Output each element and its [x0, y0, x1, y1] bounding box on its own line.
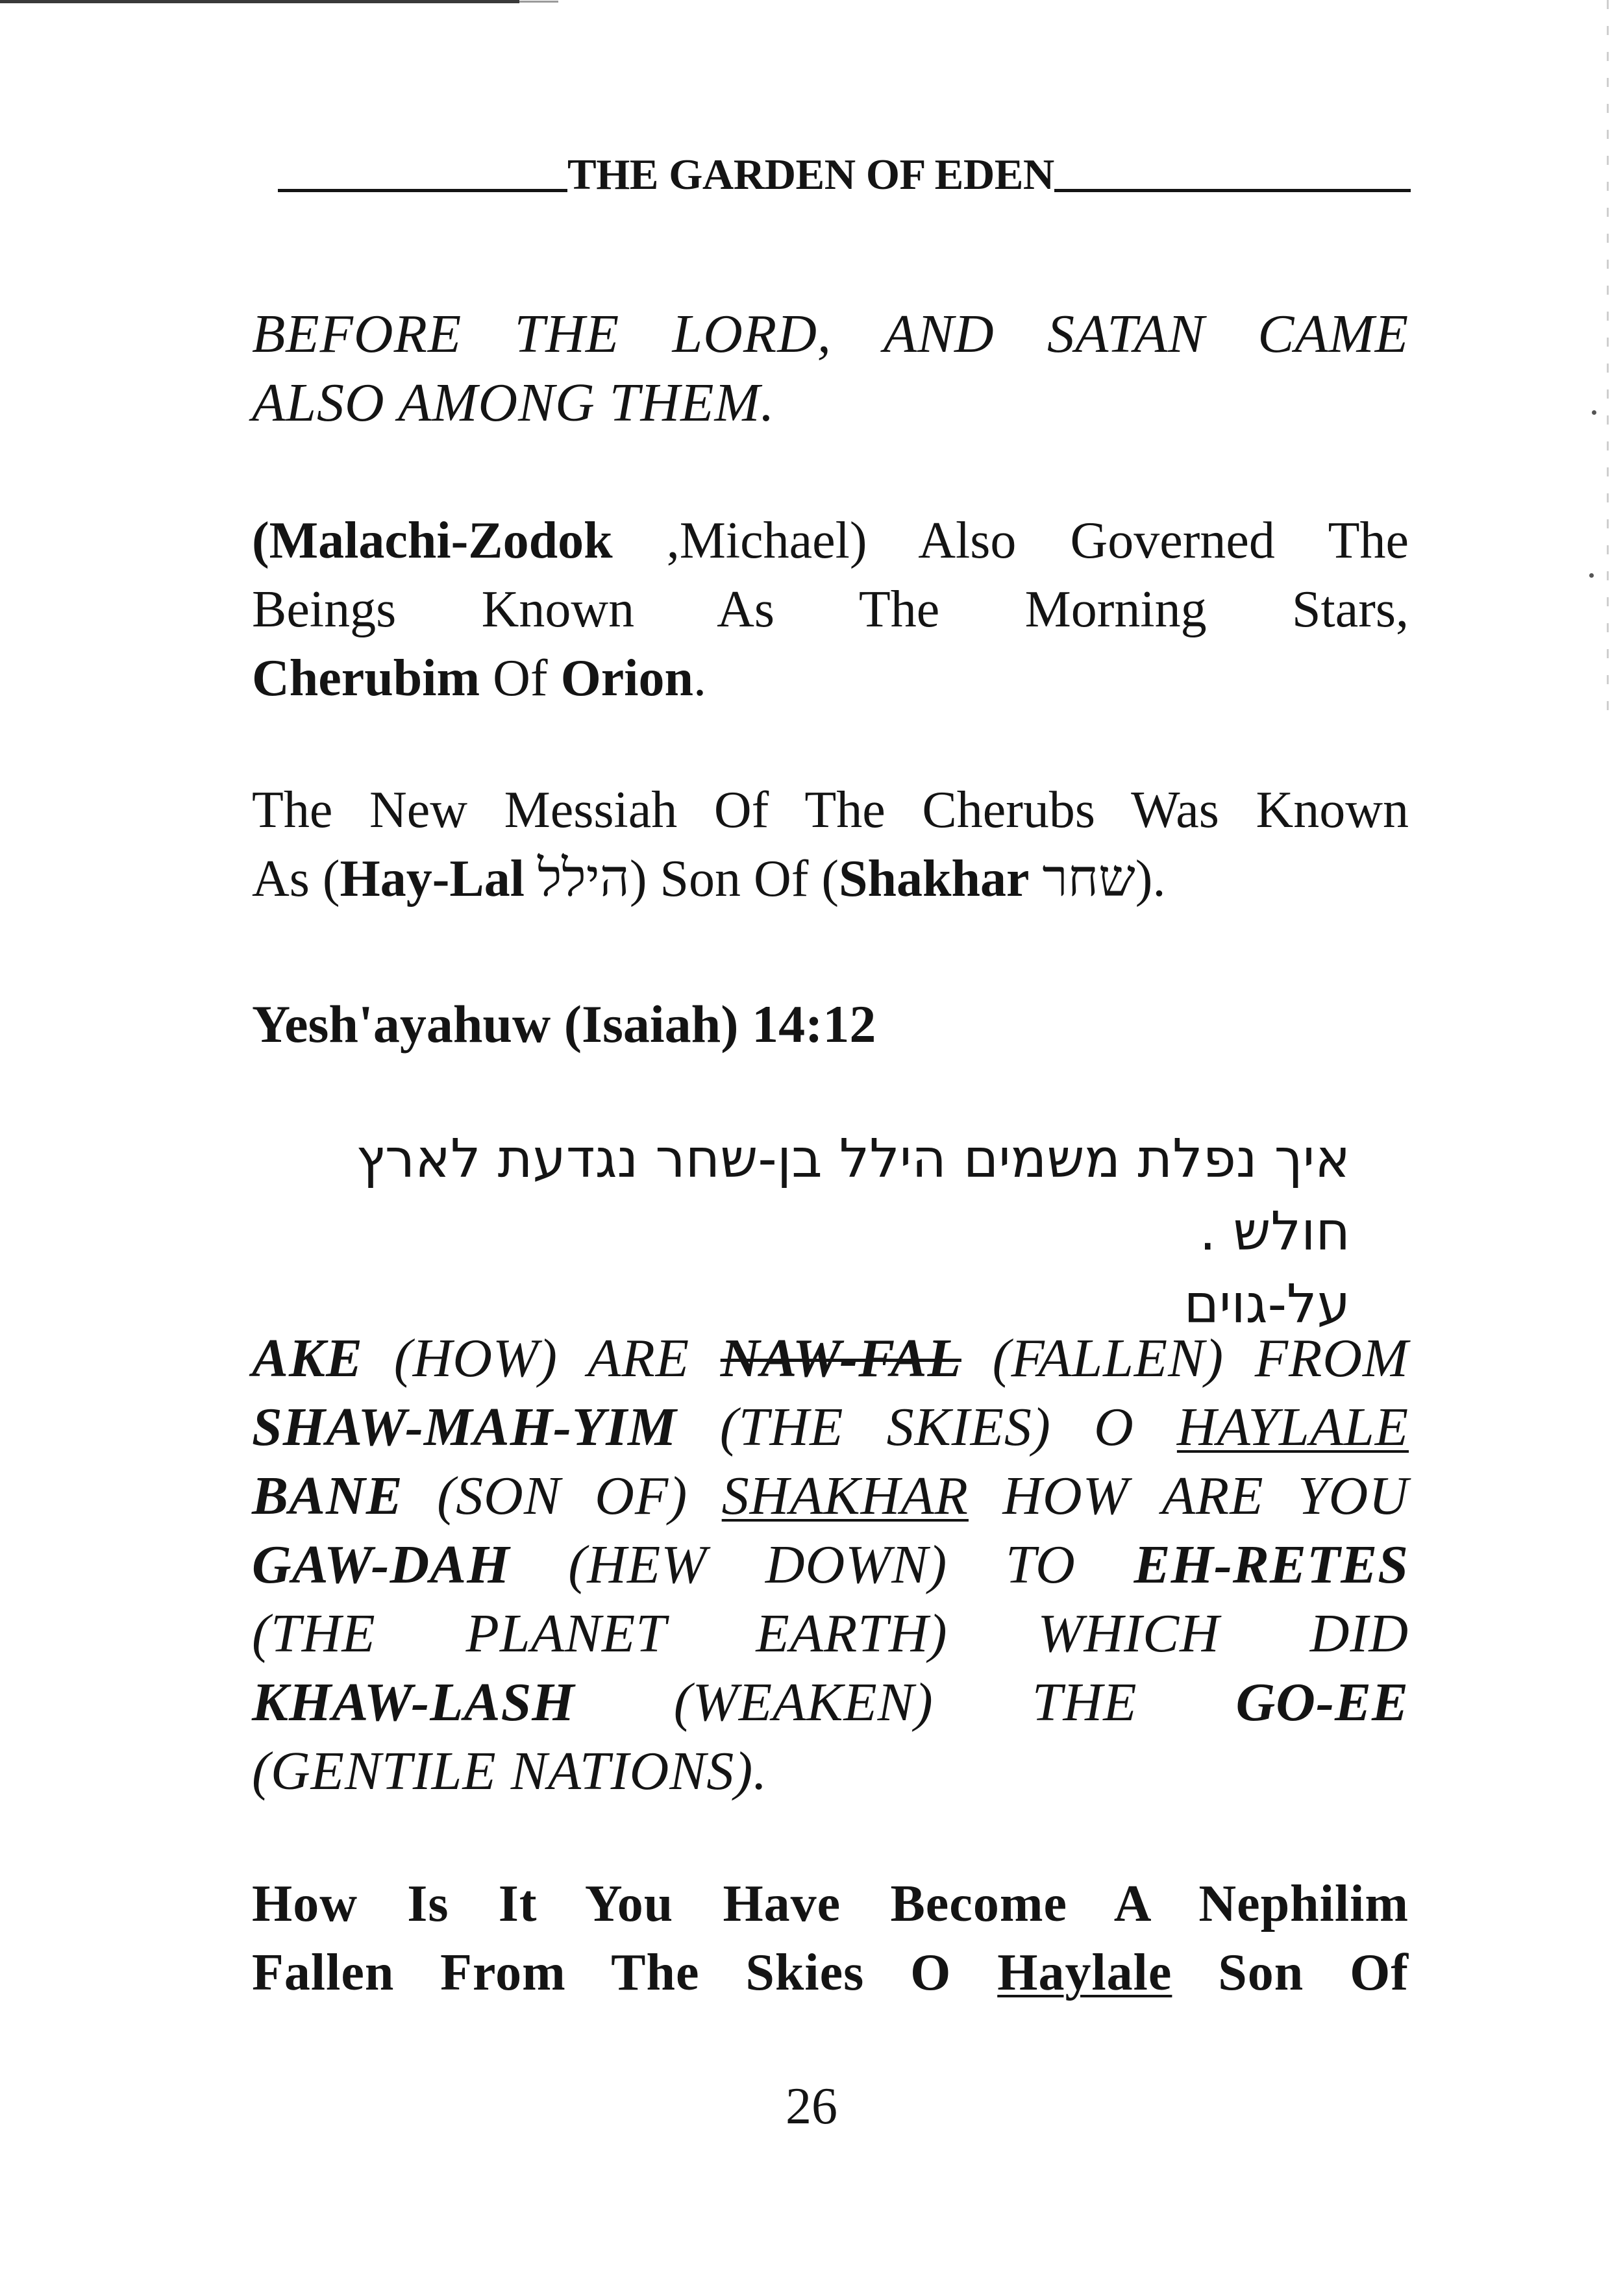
- header-rule-right: [1054, 189, 1411, 192]
- text-line: [252, 1324, 1409, 1393]
- underlined-term: Haylale: [997, 1944, 1172, 2001]
- text-line: [252, 1531, 1409, 1599]
- bold-term: Orion: [560, 650, 694, 707]
- hebrew-line: על-גוים: [1183, 1274, 1350, 1335]
- bold-name: Shakhar: [839, 850, 1030, 907]
- text-run: ).: [1135, 850, 1166, 907]
- paragraph-malachi: [252, 506, 1409, 713]
- bold-term: KHAW-LASH: [252, 1672, 575, 1733]
- text-run: Fallen From The Skies O: [252, 1944, 998, 2001]
- text-run: (HOW) ARE: [363, 1328, 721, 1389]
- text-run: (SON OF): [403, 1466, 722, 1526]
- hebrew-word: שחר: [1042, 850, 1135, 907]
- bold-term: Cherubim: [252, 650, 480, 707]
- text-line: BEFORE THE LORD, AND SATAN CAME: [252, 304, 1409, 364]
- text-line: The New Messiah Of The Cherubs Was Known: [252, 782, 1409, 839]
- bold-term: BANE: [252, 1466, 403, 1526]
- scan-speck: [1592, 410, 1596, 415]
- text-line: (GENTILE NATIONS).: [252, 1741, 768, 1801]
- hebrew-word: הילל: [538, 850, 630, 907]
- text-run: HOW ARE YOU: [968, 1466, 1409, 1526]
- bold-term: GAW-DAH: [252, 1535, 510, 1595]
- scan-artifact-top: [0, 0, 519, 3]
- bold-term: SHAW-MAH-YIM: [252, 1397, 677, 1457]
- paragraph-question: [252, 1870, 1409, 2007]
- bold-name: Hay-Lal: [340, 850, 525, 907]
- text-line: [252, 845, 1409, 913]
- text-line: ALSO AMONG THEM.: [252, 373, 775, 433]
- scan-speck: [1589, 573, 1594, 578]
- page-number: 26: [786, 2078, 837, 2135]
- hebrew-line: איך נפלת משמים הילל בן-שחר נגדעת לארץ חולש .: [356, 1128, 1350, 1263]
- text-line: [252, 644, 1409, 713]
- scan-artifact-right-edge: [1607, 0, 1609, 714]
- scan-artifact-top-fade: [519, 1, 558, 3]
- bold-term: GO-EE: [1235, 1672, 1409, 1733]
- text-line: [252, 1393, 1409, 1462]
- bold-name: (Malachi-Zodok: [252, 512, 613, 569]
- text-line: (THE PLANET EARTH) WHICH DID: [252, 1603, 1409, 1664]
- struck-term: NAW-FAL: [720, 1328, 961, 1389]
- text-line: Beings Known As The Morning Stars,: [252, 581, 1409, 638]
- text-run: ,Michael) Also Governed The: [612, 512, 1409, 569]
- text-line: [252, 1938, 1409, 2007]
- text-run: (FALLEN) FROM: [961, 1328, 1409, 1389]
- running-header: [278, 142, 1411, 200]
- text-run: ) Son Of (: [629, 850, 839, 907]
- underlined-term: SHAKHAR: [721, 1466, 969, 1526]
- text-run: (WEAKEN) THE: [575, 1672, 1236, 1733]
- text-line: [252, 1668, 1409, 1737]
- paragraph-scripture-end: [252, 300, 1409, 438]
- text-run: Of: [480, 650, 561, 707]
- header-rule-left: [278, 189, 567, 192]
- paragraph-transliteration: [252, 1324, 1409, 1806]
- underlined-term: HAYLALE: [1176, 1397, 1409, 1457]
- text-run: Son Of: [1172, 1944, 1409, 2001]
- text-run: .: [693, 650, 707, 707]
- bold-term: AKE: [252, 1328, 364, 1389]
- text-run: (THE SKIES) O: [676, 1397, 1177, 1457]
- bold-term: EH-RETES: [1134, 1535, 1409, 1595]
- text-line: How Is It You Have Become A Nephilim: [252, 1875, 1409, 1932]
- text-line: [252, 1462, 1409, 1531]
- text-run: (HEW DOWN) TO: [510, 1535, 1134, 1595]
- hebrew-verse: [312, 1123, 1350, 1341]
- scripture-reference: Yesh'ayahuw (Isaiah) 14:12: [252, 994, 876, 1054]
- paragraph-messiah: [252, 776, 1409, 913]
- header-title: THE GARDEN OF EDEN: [567, 151, 1054, 199]
- text-line: [252, 506, 1409, 575]
- text-run: As (: [252, 850, 340, 907]
